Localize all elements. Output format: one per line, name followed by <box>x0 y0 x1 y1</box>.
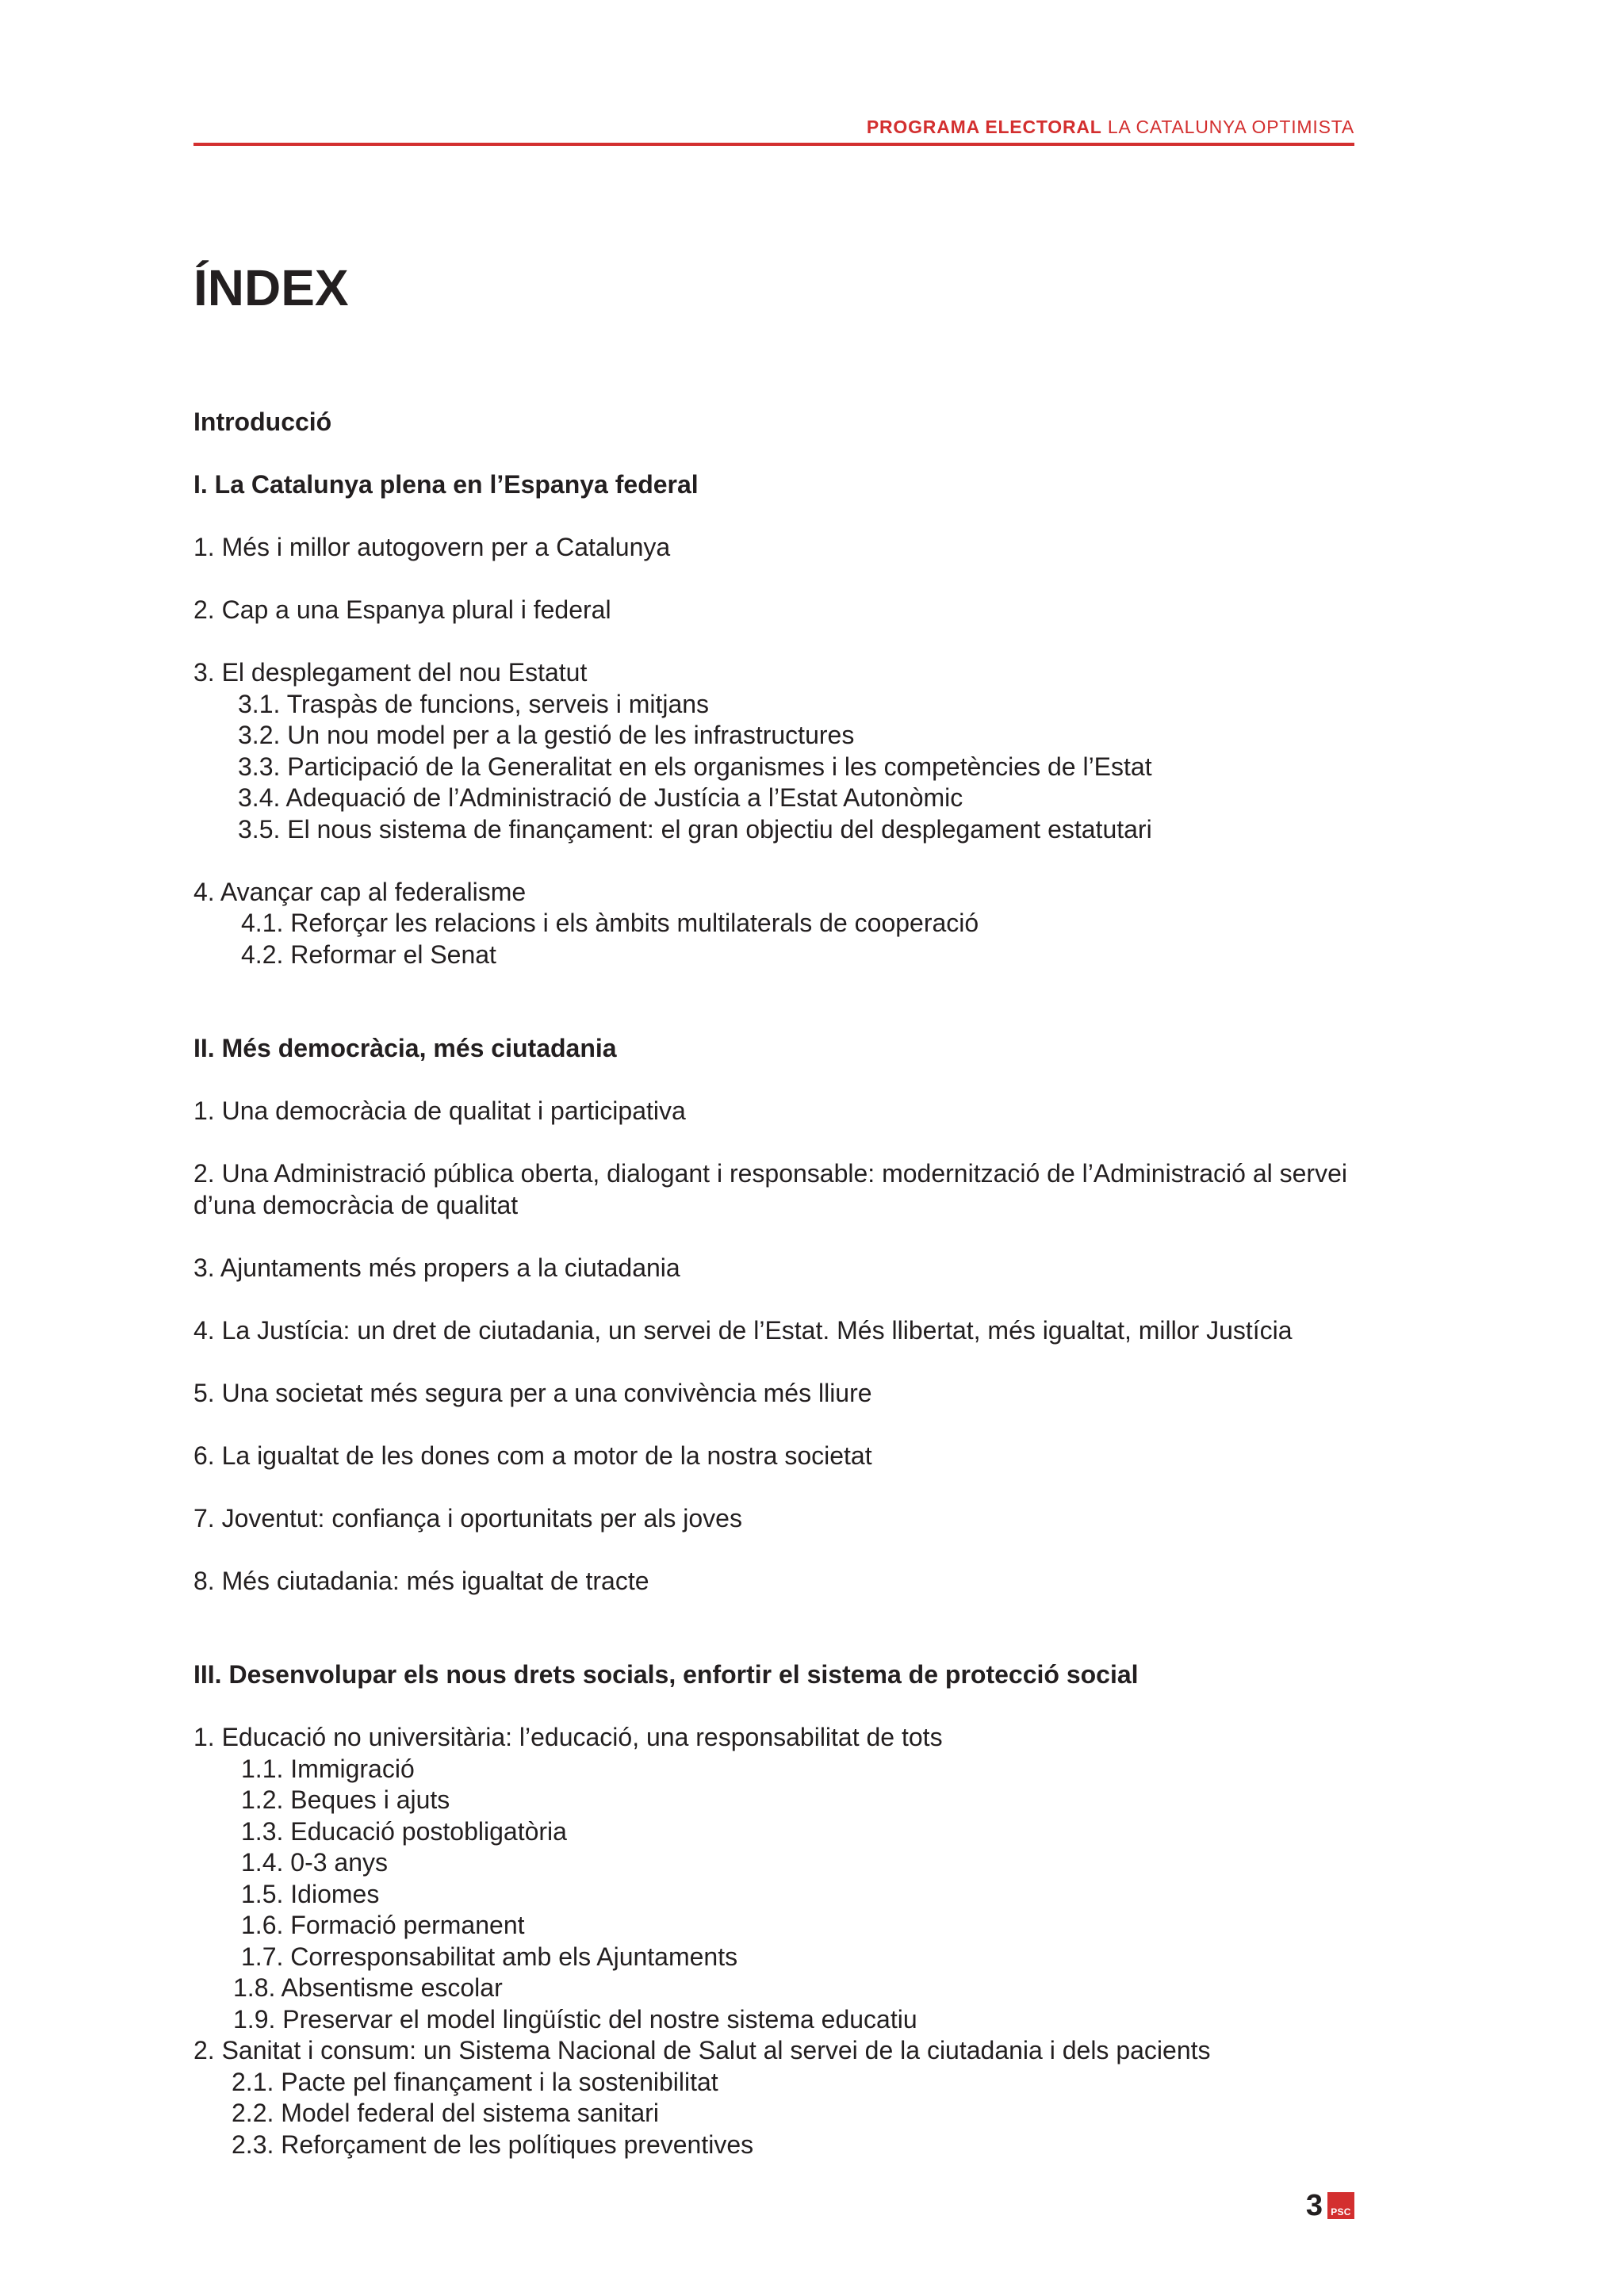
toc-subitem[interactable]: 3.1. Traspàs de funcions, serveis i mitjans <box>238 689 710 718</box>
toc-subitem[interactable]: 1.2. Beques i ajuts <box>241 1785 450 1814</box>
toc-subitem[interactable]: 1.1. Immigració <box>241 1754 415 1783</box>
toc-item[interactable]: 7. Joventut: confiança i oportunitats per als joves <box>193 1503 742 1533</box>
toc-subitem[interactable]: 1.8. Absentisme escolar <box>233 1973 503 2002</box>
toc-section-2-heading[interactable]: II. Més democràcia, més ciutadania <box>193 1034 617 1062</box>
psc-logo: PSC <box>1327 2192 1354 2219</box>
toc-item[interactable]: 4. La Justícia: un dret de ciutadania, un servei de l’Estat. Més llibertat, més igualtat, millor Justícia <box>193 1315 1293 1345</box>
toc-subitem[interactable]: 1.9. Preservar el model lingüístic del nostre sistema educatiu <box>233 2004 917 2034</box>
page-title: ÍNDEX <box>193 259 349 316</box>
toc-subitem[interactable]: 1.5. Idiomes <box>241 1879 380 1908</box>
table-of-contents <box>193 407 1367 2160</box>
toc-subitem[interactable]: 2.2. Model federal del sistema sanitari <box>232 2099 659 2127</box>
toc-item[interactable]: 2. Cap a una Espanya plural i federal <box>193 595 611 624</box>
running-header <box>193 111 1354 146</box>
toc-item[interactable]: 1. Educació no universitària: l’educació, una responsabilitat de tots <box>193 1723 943 1751</box>
toc-subitem[interactable]: 3.2. Un nou model per a la gestió de les infrastructures <box>238 721 855 749</box>
header-campaign-label: LA CATALUNYA OPTIMISTA <box>1107 117 1354 137</box>
toc-item[interactable]: 5. Una societat més segura per a una convivència més lliure <box>193 1378 872 1407</box>
toc-intro-link[interactable]: Introducció <box>193 408 332 436</box>
toc-item[interactable]: 3. El desplegament del nou Estatut <box>193 658 588 687</box>
toc-item[interactable]: 8. Més ciutadania: més igualtat de tracte <box>193 1566 649 1595</box>
toc-subitem[interactable]: 3.3. Participació de la Generalitat en els organismes i les competències de l’Estat <box>238 752 1152 781</box>
toc-subitem[interactable]: 1.3. Educació postobligatòria <box>241 1816 567 1846</box>
toc-item[interactable]: 3. Ajuntaments més propers a la ciutadania <box>193 1253 680 1282</box>
toc-subitem[interactable]: 1.7. Corresponsabilitat amb els Ajuntaments <box>241 1942 738 1971</box>
toc-item[interactable]: 6. La igualtat de les dones com a motor de la nostra societat <box>193 1441 872 1470</box>
toc-subitem[interactable]: 4.1. Reforçar les relacions i els àmbits multilaterals de cooperació <box>241 909 979 937</box>
toc-section-1-heading[interactable]: I. La Catalunya plena en l’Espanya federal <box>193 470 699 499</box>
toc-subitem[interactable]: 3.4. Adequació de l’Administració de Justícia a l’Estat Autonòmic <box>238 783 963 812</box>
page-number: 3 <box>1305 2189 1323 2222</box>
toc-subitem[interactable]: 3.5. El nous sistema de finançament: el gran objectiu del desplegament estatutari <box>238 814 1152 844</box>
toc-subitem[interactable]: 2.3. Reforçament de les polítiques preventives <box>232 2130 754 2159</box>
toc-item[interactable]: 2. Sanitat i consum: un Sistema Nacional de Salut al servei de la ciutadania i dels pacients <box>193 2036 1211 2064</box>
toc-subitem[interactable]: 1.6. Formació permanent <box>241 1911 525 1939</box>
toc-subitem[interactable]: 4.2. Reformar el Senat <box>241 939 496 969</box>
page-footer <box>1306 2188 1354 2223</box>
toc-item[interactable]: 2. Una Administració pública oberta, dialogant i responsable: modernització de l’Administració al servei d’una democràcia de qualitat <box>193 1159 1347 1219</box>
toc-subitem[interactable]: 2.1. Pacte pel finançament i la sostenibilitat <box>232 2067 718 2096</box>
toc-item[interactable]: 1. Més i millor autogovern per a Catalunya <box>193 533 671 561</box>
header-program-label: PROGRAMA ELECTORAL <box>866 117 1102 137</box>
toc-item[interactable]: 1. Una democràcia de qualitat i participativa <box>193 1096 686 1125</box>
toc-section-3-heading[interactable]: III. Desenvolupar els nous drets socials, enfortir el sistema de protecció social <box>193 1660 1139 1689</box>
toc-subitem[interactable]: 1.4. 0-3 anys <box>241 1848 388 1877</box>
toc-item[interactable]: 4. Avançar cap al federalisme <box>193 877 527 906</box>
